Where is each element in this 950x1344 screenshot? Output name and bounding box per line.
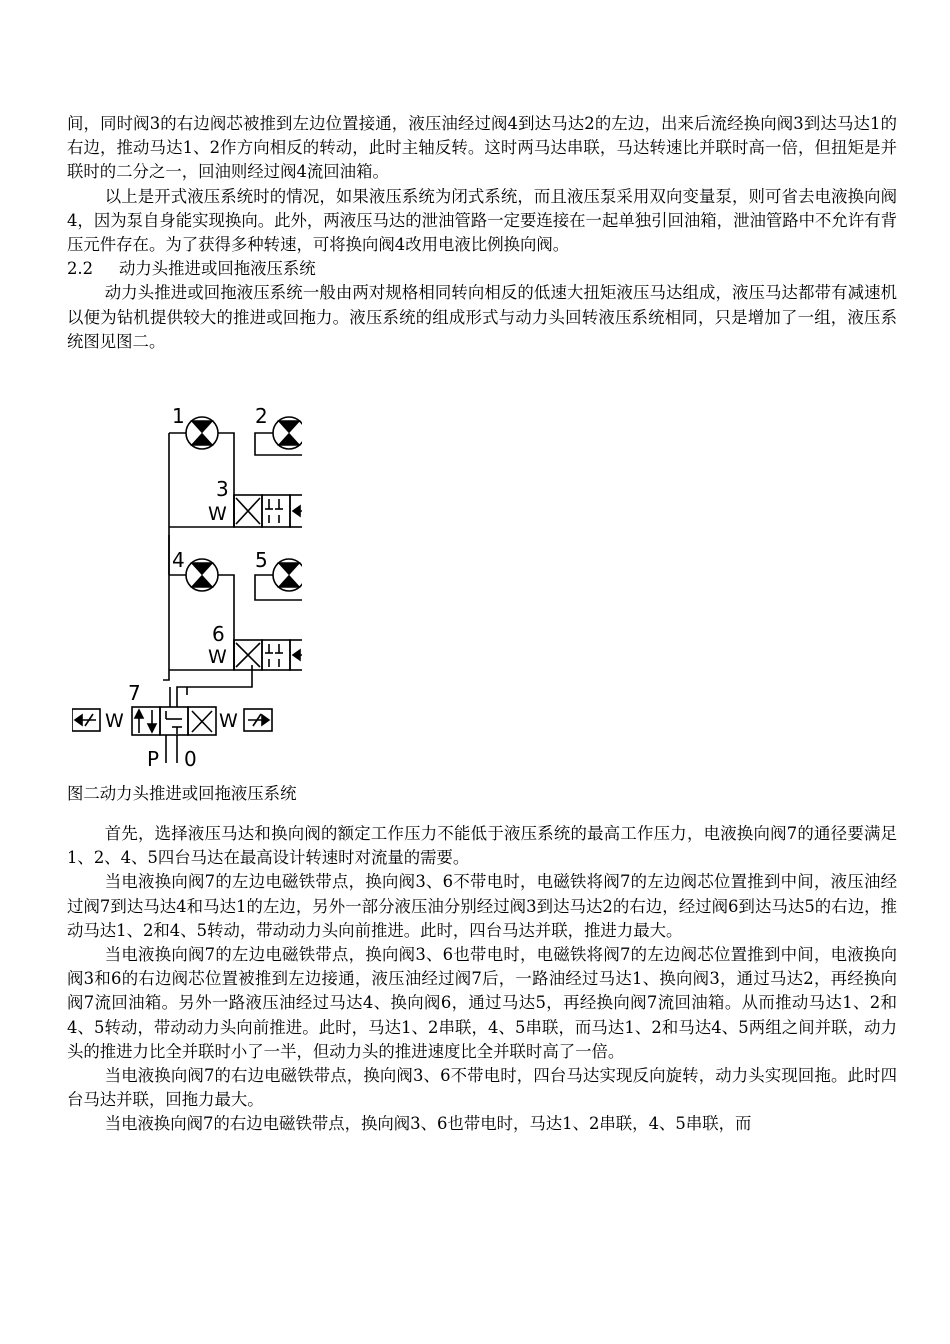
valve-7 <box>72 687 272 763</box>
label-port-p: P <box>147 747 160 770</box>
label-valve-3: 3 <box>216 477 229 501</box>
label-motor-2: 2 <box>255 404 268 428</box>
valve-3-spring: W <box>208 503 227 525</box>
text-block-top <box>67 112 897 354</box>
paragraph: 当电液换向阀7的左边电磁铁带点，换向阀3、6不带电时，电磁铁将阀7的左边阀芯位置推到中间，液压油经过阀7到达马达4和马达1的左边，另外一部分液压油分别经过阀3到达马达2的右边，经过阀6到达马达5的右边，推动马达1、2和4、5转动，带动动力头向前推进。此时，四台马达并联，推进力最大。 <box>67 872 897 940</box>
motor-4 <box>186 559 218 591</box>
motor-5 <box>273 559 302 591</box>
hydraulic-diagram <box>72 395 302 770</box>
paragraph: 当电液换向阀7的右边电磁铁带点，换向阀3、6不带电时，四台马达实现反向旋转，动力头实现回拖。此时四台马达并联，回拖力最大。 <box>67 1066 897 1110</box>
section-heading <box>67 257 897 281</box>
pipe-v6-outlet <box>177 665 252 707</box>
label-port-o: 0 <box>184 747 197 770</box>
valve-3 <box>234 495 302 527</box>
valve-6 <box>234 640 302 670</box>
valve-7-right-spring: W <box>219 710 238 732</box>
section-title: 动力头推进或回拖液压系统 <box>119 259 316 279</box>
label-valve-7: 7 <box>128 681 141 705</box>
section-number: 2.2 <box>67 259 94 279</box>
figure-caption: 图二动力头推进或回拖液压系统 <box>67 784 297 803</box>
paragraph: 当电液换向阀7的右边电磁铁带点，换向阀3、6也带电时，马达1、2串联，4、5串联，而 <box>104 1114 752 1134</box>
label-valve-6: 6 <box>212 622 225 646</box>
paragraph: 动力头推进或回拖液压系统一般由两对规格相同转向相反的低速大扭矩液压马达组成，液压马达都带有减速机以便为钻机提供较大的推进或回拖力。液压系统的组成形式与动力头回转液压系统相同，只是增加了一组，液压系统图见图二。 <box>67 283 897 351</box>
valve-6-spring: W <box>208 646 227 668</box>
text-block-bottom <box>67 822 897 1137</box>
valve-7-left-spring: W <box>105 710 124 732</box>
motor-2 <box>273 417 302 449</box>
paragraph: 以上是开式液压系统时的情况，如果液压系统为闭式系统，而且液压泵采用双向变量泵，则可省去电液换向阀4，因为泵自身能实现换向。此外，两液压马达的泄油管路一定要连接在一起单独引回油箱，泄油管路中不允许有背压元件存在。为了获得多种转速，可将换向阀4改用电液比例换向阀。 <box>67 186 897 255</box>
label-motor-4: 4 <box>172 548 185 572</box>
label-motor-1: 1 <box>172 404 185 428</box>
paragraph: 间，同时阀3的右边阀芯被推到左边位置接通，液压油经过阀4到达马达2的左边，出来后流经换向阀3到达马达1的右边，推动马达1、2作方向相反的转动，此时主轴反转。这时两马达串联，马达转速比并联时高一倍，但扭矩是并联时的二分之一，回油则经过阀4流回油箱。 <box>67 114 897 182</box>
paragraph: 首先，选择液压马达和换向阀的额定工作压力不能低于液压系统的最高工作压力，电液换向阀7的通径要满足1、2、4、5四台马达在最高设计转速时对流量的需要。 <box>67 824 897 868</box>
paragraph: 当电液换向阀7的左边电磁铁带点，换向阀3、6也带电时，电磁铁将阀7的左边阀芯位置推到中间，电液换向阀3和6的右边阀芯位置被推到左边接通，液压油经过阀7后，一路油经过马达1、换向阀3，通过马达2，再经换向阀7流回油箱。另外一路液压油经过马达4、换向阀6，通过马达5，再经换向阀7流回油箱。从而推动马达1、2和4、5转动，带动动力头向前推进。此时，马达1、2串联，4、5串联，而马达1、2和马达4、5两组之间并联，动力头的推进力比全并联时小了一半，但动力头的推进速度比全并联时高了一倍。 <box>67 945 897 1061</box>
label-motor-5: 5 <box>255 548 268 572</box>
motor-1 <box>186 417 218 449</box>
